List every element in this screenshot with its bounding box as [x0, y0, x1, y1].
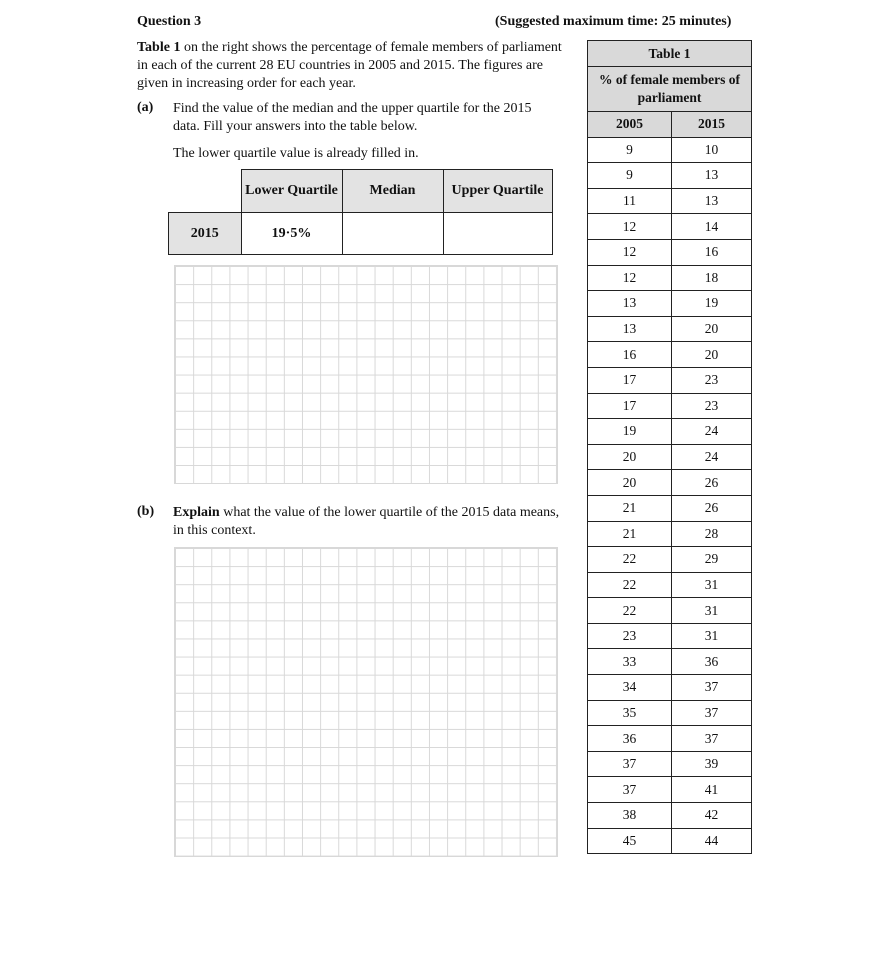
cell-2015: 37: [672, 700, 752, 726]
cell-2015: 41: [672, 777, 752, 803]
table1-col-2005: 2005: [588, 112, 672, 138]
table-row: [588, 367, 752, 393]
table-row: [588, 163, 752, 189]
cell-2005: 23: [588, 623, 672, 649]
part-a-label: (a): [137, 100, 154, 115]
part-b-body: what the value of the lower quartile of the 2015 data means, in this context.: [173, 505, 560, 538]
cell-2005: 21: [588, 521, 672, 547]
cell-2005: 22: [588, 598, 672, 624]
cell-2005: 38: [588, 803, 672, 829]
header-lower-quartile: Lower Quartile: [241, 170, 342, 213]
cell-2005: 36: [588, 726, 672, 752]
cell-2015: 18: [672, 265, 752, 291]
cell-2015: 37: [672, 675, 752, 701]
cell-2015: 13: [672, 188, 752, 214]
table-row: [588, 751, 752, 777]
table-row: [588, 675, 752, 701]
table-row: [588, 214, 752, 240]
table-row: [588, 316, 752, 342]
table-row: [588, 803, 752, 829]
cell-2005: 16: [588, 342, 672, 368]
cell-2015: 10: [672, 137, 752, 163]
part-a-note: The lower quartile value is already filled in.: [173, 146, 419, 161]
table-row: [588, 777, 752, 803]
cell-2005: 45: [588, 828, 672, 854]
table-row: [588, 828, 752, 854]
cell-2015: 31: [672, 572, 752, 598]
cell-2005: 11: [588, 188, 672, 214]
answer-grid-b[interactable]: [174, 547, 558, 857]
table-row: [588, 393, 752, 419]
cell-2005: 22: [588, 572, 672, 598]
question-title: Question 3: [137, 14, 202, 29]
cell-2015: 14: [672, 214, 752, 240]
cell-2015: 19: [672, 291, 752, 317]
upper-quartile-answer-cell[interactable]: [443, 213, 552, 255]
cell-2005: 9: [588, 137, 672, 163]
cell-2005: 21: [588, 495, 672, 521]
intro-bold: Table 1: [137, 40, 181, 55]
cell-2015: 28: [672, 521, 752, 547]
cell-2005: 12: [588, 214, 672, 240]
cell-2005: 9: [588, 163, 672, 189]
table-row: [588, 521, 752, 547]
cell-2015: 23: [672, 367, 752, 393]
cell-2015: 20: [672, 316, 752, 342]
table1-col-2015: 2015: [672, 112, 752, 138]
table-row: [588, 726, 752, 752]
intro-paragraph: [137, 39, 567, 93]
table-row: [588, 649, 752, 675]
cell-2005: 13: [588, 291, 672, 317]
suggested-time: (Suggested maximum time: 25 minutes): [495, 14, 732, 29]
cell-2005: 22: [588, 547, 672, 573]
cell-2015: 20: [672, 342, 752, 368]
cell-2015: 23: [672, 393, 752, 419]
table-row: [588, 291, 752, 317]
table1-subtitle: % of female members of parliament: [588, 67, 752, 112]
table-row: [588, 470, 752, 496]
cell-2005: 20: [588, 444, 672, 470]
cell-2005: 37: [588, 751, 672, 777]
answer-table: [168, 169, 553, 255]
cell-2015: 26: [672, 470, 752, 496]
cell-2015: 29: [672, 547, 752, 573]
cell-2005: 33: [588, 649, 672, 675]
table-1: [587, 40, 752, 854]
table1-body: [588, 137, 752, 854]
table-row: [588, 572, 752, 598]
cell-2005: 19: [588, 419, 672, 445]
row-label-2015: 2015: [169, 213, 242, 255]
cell-2015: 13: [672, 163, 752, 189]
part-b-label: (b): [137, 504, 155, 519]
answer-grid-a[interactable]: [174, 265, 558, 484]
table-row: [588, 700, 752, 726]
table-row: [588, 239, 752, 265]
table-row: [588, 188, 752, 214]
cell-2005: 37: [588, 777, 672, 803]
cell-2015: 31: [672, 623, 752, 649]
table-row: [588, 623, 752, 649]
table-row: [588, 265, 752, 291]
cell-2005: 12: [588, 239, 672, 265]
cell-2005: 13: [588, 316, 672, 342]
median-answer-cell[interactable]: [342, 213, 443, 255]
part-b-text: [173, 504, 563, 540]
table-row: [588, 598, 752, 624]
empty-corner: [169, 170, 242, 213]
cell-2005: 12: [588, 265, 672, 291]
table-row: [588, 342, 752, 368]
cell-2015: 37: [672, 726, 752, 752]
cell-2015: 44: [672, 828, 752, 854]
cell-2005: 17: [588, 367, 672, 393]
header-median: Median: [342, 170, 443, 213]
cell-2015: 24: [672, 419, 752, 445]
cell-2005: 34: [588, 675, 672, 701]
lower-quartile-value: 19·5%: [241, 213, 342, 255]
table-row: [588, 137, 752, 163]
cell-2015: 16: [672, 239, 752, 265]
part-a-text: Find the value of the median and the upper quartile for the 2015 data. Fill your answers into the table below.: [173, 101, 532, 134]
part-b-bold: Explain: [173, 505, 220, 520]
header-upper-quartile: Upper Quartile: [443, 170, 552, 213]
cell-2005: 35: [588, 700, 672, 726]
cell-2015: 26: [672, 495, 752, 521]
cell-2015: 42: [672, 803, 752, 829]
table-row: [588, 444, 752, 470]
cell-2015: 36: [672, 649, 752, 675]
table-row: [588, 547, 752, 573]
cell-2015: 24: [672, 444, 752, 470]
intro-text: on the right shows the percentage of female members of parliament in each of the current 28 EU countries in 2005 and 2015. The figures are given in increasing order for each year.: [137, 40, 562, 91]
cell-2015: 39: [672, 751, 752, 777]
table1-title: Table 1: [588, 41, 752, 67]
cell-2015: 31: [672, 598, 752, 624]
cell-2005: 20: [588, 470, 672, 496]
cell-2005: 17: [588, 393, 672, 419]
table-row: [588, 419, 752, 445]
table-row: [588, 495, 752, 521]
